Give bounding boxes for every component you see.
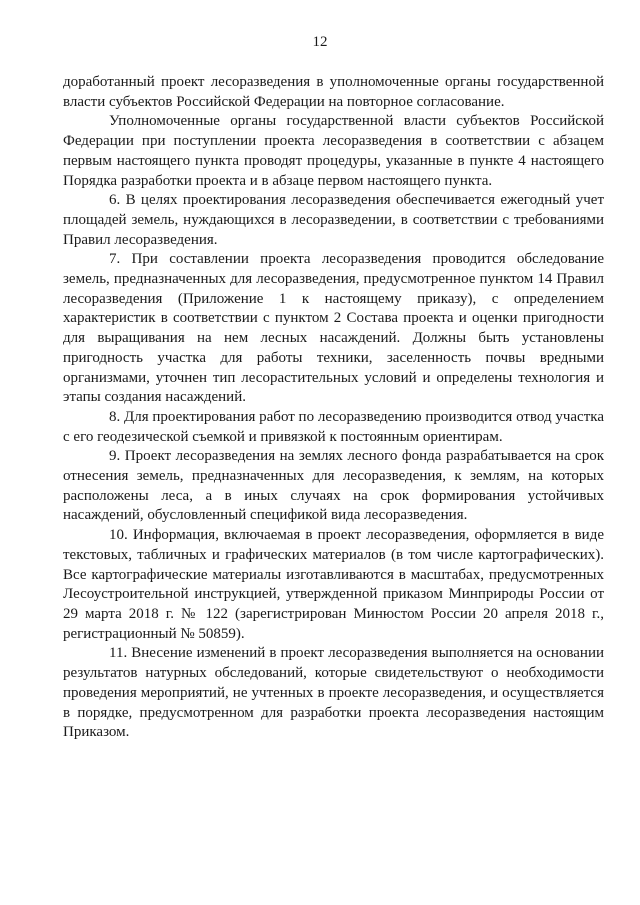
paragraph-continuation: доработанный проект лесоразведения в уполномоченные органы государственной власти субъектов Российской Федерации на повторное согласование. — [63, 74, 604, 110]
paragraph-item-11: 11. Внесение изменений в проект лесоразведения выполняется на основании результатов натурных обследований, которые свидетельствуют о необходимости проведения мероприятий, не учтенных в проекте лесоразведения, и осуществляется в порядке, предусмотренном для разработки проекта лесоразведения настоящим Приказом. — [63, 645, 604, 741]
paragraph-item-8: 8. Для проектирования работ по лесоразведению производится отвод участка с его геодезической съемкой и привязкой к постоянным ориентирам. — [63, 408, 604, 445]
paragraph-item-7: 7. При составлении проекта лесоразведения проводится обследование земель, предназначенных для лесоразведения, предусмотренное пунктом 14 Правил лесоразведения (Приложение 1 к настоящему приказу), с определением характеристик в соответствии с пунктом 2 Состава проекта и оценки пригодности для выращивания на нем лесных насаждений. Должны быть установлены пригодность участка для работы техники, заселенность почвы вредными организмами, уточнен тип лесорастительных условий и определены технология и этапы создания насаждений. — [63, 251, 604, 406]
paragraph-item-10: 10. Информация, включаемая в проект лесоразведения, оформляется в виде текстовых, табличных и графических материалов (в том числе картографических). Все картографические материалы изготавливаются в масштабах, предусмотренных Лесоустроительной инструкцией, утвержденной приказом Минприроды России от 29 марта 2018 г. № 122 (зарегистрирован Минюстом России 20 апреля 2018 г., регистрационный № 50859). — [63, 527, 604, 642]
document-body — [63, 73, 604, 743]
page-number: 12 — [312, 34, 328, 50]
paragraph-authorities-procedure: Уполномоченные органы государственной власти субъектов Российской Федерации при поступлении проекта лесоразведения в соответствии с абзацем первым настоящего пункта проводят процедуры, указанные в пункте 4 настоящего Порядка разработки проекта и в абзаце первом настоящего пункта. — [63, 113, 604, 189]
paragraph-item-9: 9. Проект лесоразведения на землях лесного фонда разрабатывается на срок отнесения земель, предназначенных для лесоразведения, к землям, на которых расположены леса, а в иных случаях на срок формирования устойчивых насаждений, обусловленный спецификой вида лесоразведения. — [63, 448, 604, 524]
paragraph-item-6: 6. В целях проектирования лесоразведения обеспечивается ежегодный учет площадей земель, нуждающихся в лесоразведении, в соответствии с требованиями Правил лесоразведения. — [63, 192, 604, 248]
